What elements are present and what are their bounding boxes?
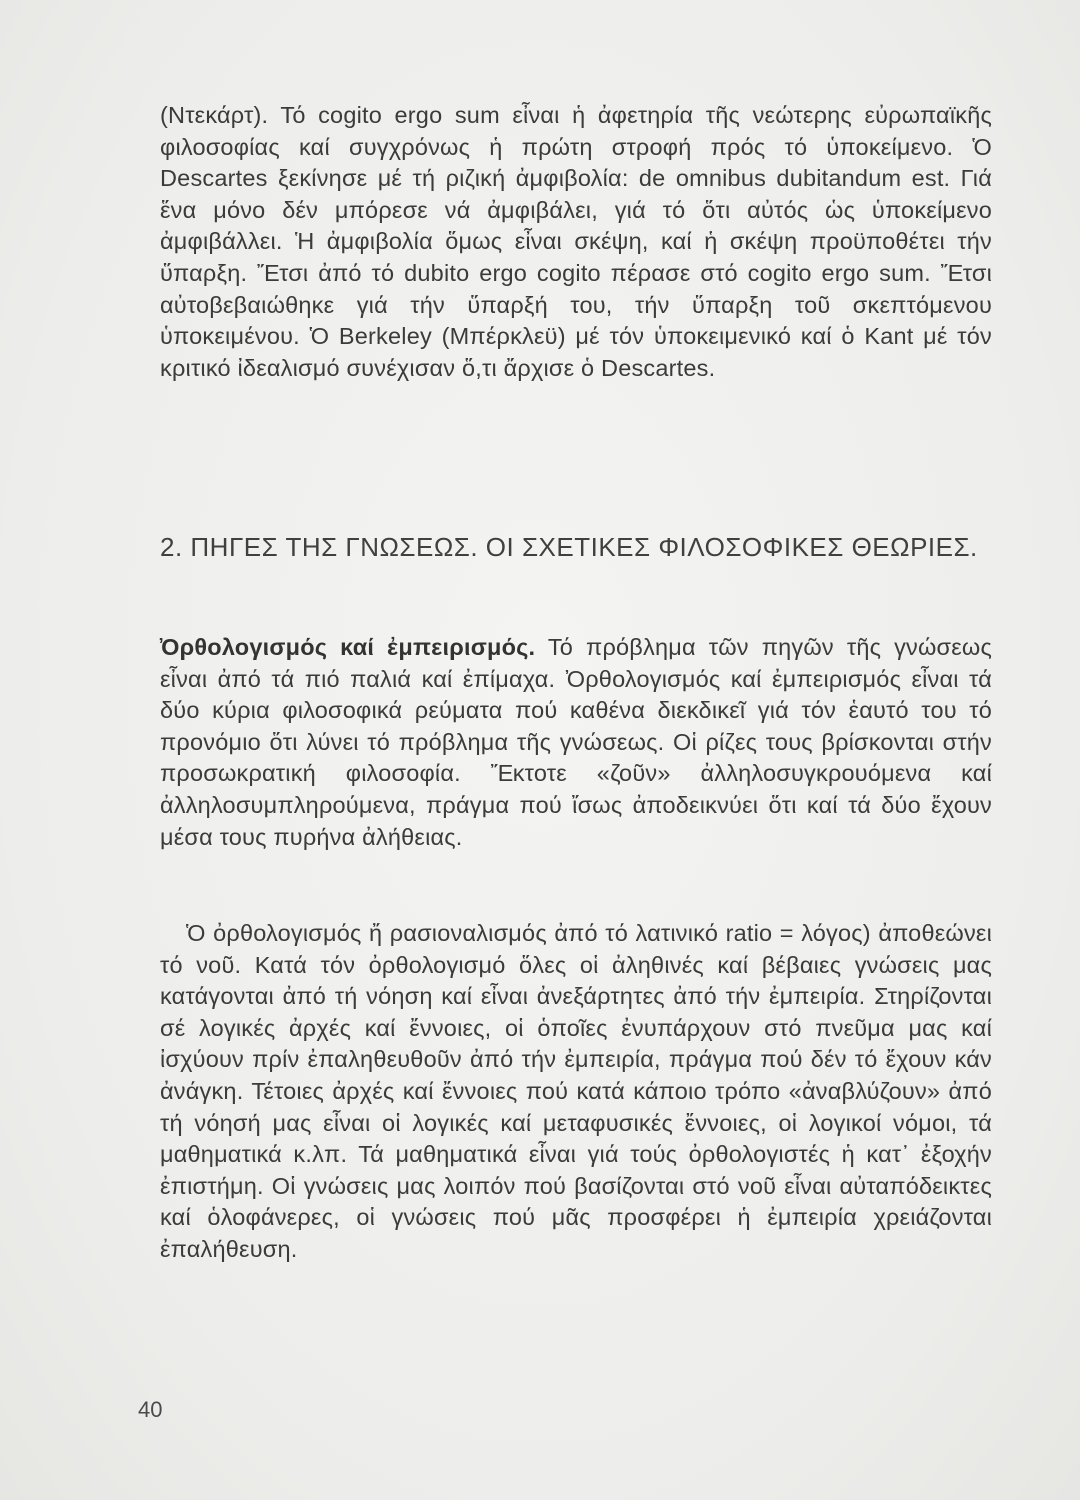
subsection-body: Τό πρόβλημα τῶν πηγῶν τῆς γνώσεως εἶναι ἀπό τά πιό παλιά καί ἐπίμαχα. Ὀρθολογισμός καί ἐμπειρισμός εἶναι τά δύο κύρια φιλοσοφικά ρεύματα πού καθένα διεκδικεῖ γιά τόν ἑαυτό του τό προνόμιο ὅτι λύνει τό πρόβλημα τῆς γνώσεως. Οἱ ρίζες τους βρίσκονται στήν προσωκρατική φιλοσοφία. Ἔκτοτε «ζοῦν» ἀλληλοσυγκρουόμενα καί ἀλληλοσυμπληρούμενα, πράγμα πού ἴσως ἀποδεικνύει ὅτι καί τά δύο ἔχουν μέσα τους πυρήνα ἀλήθειας. xyxy=(160,634,992,850)
page-number: 40 xyxy=(138,1397,163,1422)
subsection-lead: Ὀρθολογισμός καί ἐμπειρισμός. xyxy=(160,634,536,660)
intro-paragraph: (Ντεκάρτ). Τό cogito ergo sum εἶναι ἡ ἀφετηρία τῆς νεώτερης εὐρωπαϊκῆς φιλοσοφίας καί συγχρόνως ἡ πρώτη στροφή πρός τό ὑποκείμενο. Ὁ Descartes ξεκίνησε μέ τή ριζική ἀμφιβολία: de omnibus dubitandum est. Γιά ἕνα μόνο δέν μπόρεσε νά ἀμφιβάλει, γιά τό ὅτι αὐτός ὡς ὑποκείμενο ἀμφιβάλλει. Ἡ ἀμφιβολία ὅμως εἶναι σκέψη, καί ἡ σκέψη προϋποθέτει τήν ὕπαρξη. Ἔτσι ἀπό τό dubito ergo cogito πέρασε στό cogito ergo sum. Ἔτσι αὐτοβεβαιώθηκε γιά τήν ὕπαρξή του, τήν ὕπαρξη τοῦ σκεπτόμενου ὑποκειμένου. Ὁ Berkeley (Μπέρκλεϋ) μέ τόν ὑποκειμενικό καί ὁ Kant μέ τόν κριτικό ἰδεαλισμό συνέχισαν ὅ,τι ἄρχισε ὁ Descartes. xyxy=(160,102,992,381)
section-heading: 2. ΠΗΓΕΣ ΤΗΣ ΓΝΩΣΕΩΣ. ΟΙ ΣΧΕΤΙΚΕΣ ΦΙΛΟΣΟΦΙΚΕΣ ΘΕΩΡΙΕΣ. xyxy=(160,532,978,562)
subsection-text-block xyxy=(160,632,992,853)
rationalism-text-block xyxy=(160,918,992,1266)
rationalism-paragraph: Ὁ ὀρθολογισμός ἤ ρασιοναλισμός ἀπό τό λατινικό ratio = λόγος) ἀποθεώνει τό νοῦ. Κατά τόν ὀρθολογισμό ὅλες οἱ ἀληθινές καί βέβαιες γνώσεις μας κατάγονται ἀπό τή νόηση καί εἶναι ἀνεξάρτητες ἀπό τήν ἐμπειρία. Στηρίζονται σέ λογικές ἀρχές καί ἔννοιες, οἱ ὁποῖες ἐνυπάρχουν στό πνεῦμα μας καί ἰσχύουν πρίν ἐπαληθευθοῦν ἀπό τήν ἐμπειρία, πράγμα πού δέν τό ἔχουν κάν ἀνάγκη. Τέτοιες ἀρχές καί ἔννοιες πού κατά κάποιο τρόπο «ἀναβλύζουν» ἀπό τή νόησή μας εἶναι οἱ λογικές καί μεταφυσικές ἔννοιες, οἱ λογικοί νόμοι, τά μαθηματικά κ.λπ. Τά μαθηματικά εἶναι γιά τούς ὀρθολογιστές ἡ κατ᾽ ἐξοχήν ἐπιστήμη. Οἱ γνώσεις μας λοιπόν πού βασίζονται στό νοῦ εἶναι αὐταπόδεικτες καί ὁλοφάνερες, οἱ γνώσεις πού μᾶς προσφέρει ἡ ἐμπειρία χρειάζονται ἐπαλήθευση. xyxy=(160,920,992,1262)
intro-text-block xyxy=(160,100,992,384)
subsection-paragraph xyxy=(160,632,992,853)
